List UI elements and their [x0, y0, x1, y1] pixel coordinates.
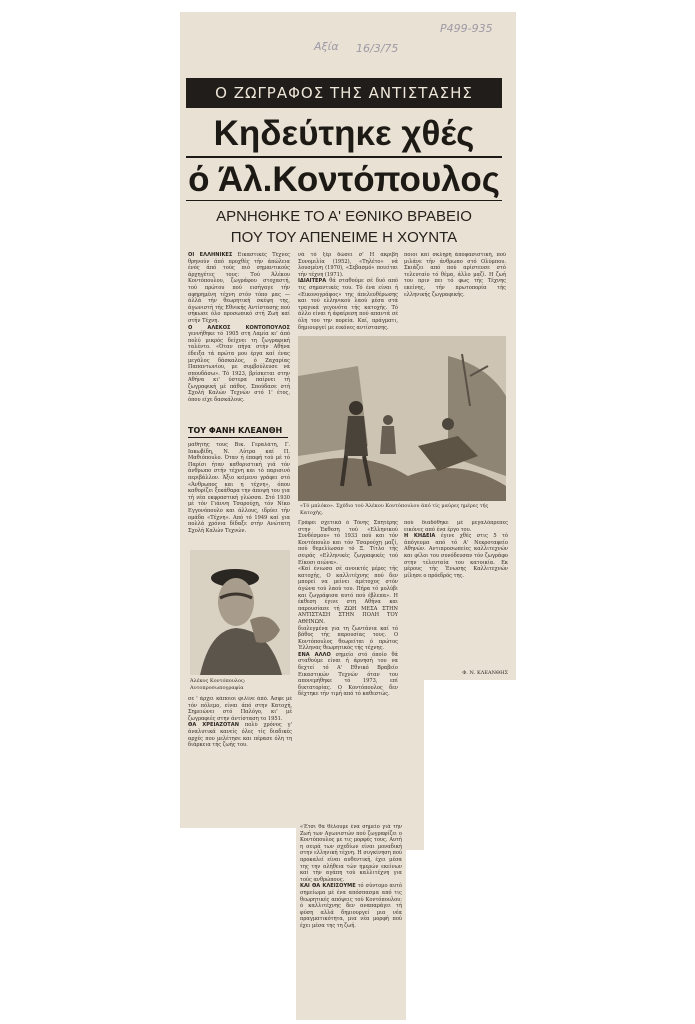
lead-in: Ο ΑΛΕΚΟΣ ΚΟΝΤΟΠΟΥΛΟΣ: [188, 324, 290, 331]
article-column-1-bottom: [188, 696, 292, 824]
headline-rule: [186, 156, 502, 158]
headline-line-1: Κηδεύτηκε χθές: [213, 114, 475, 153]
paragraph: γεννήθηκε τό 1905 στη Λαμία κι' άπό πολύ μικρός δείχνει τη ζωγραφική ταλέντο. «Όταν πήγα στήν Αθήνα έδειξα τά πρώτα μου έργα καί ένας μεγάλος δάσκαλος, ό Ζαχαρίας Παπαντωνίου, με συμβούλευσε νά σπουδάσω». Τό 1923, βρίσκεται στην Αθήνα κι' ύστερα παίρνει τή ζωγραφική μέ πάθος. Σπούδασε στή Σχολή Καλών Τεχνών στό 1' έτος, όπου είχε δασκάλους.: [188, 331, 290, 404]
lead-in: ΚΑΙ ΘΑ ΚΛΕΙΣΟΥΜΕ: [300, 883, 356, 890]
paragraph: σημείο στό όποίο θά σταθούμε είναι ή άρνησή του να δεχτεί τό Α' Εθνικό Βραβείο Εικαστικών Τεχνών όταν του απονεμήθηκε τό 1973, επί δικτατορίας. Ο Κοντόπουλος δεν δέχτηκε τήν τιμή από τό καθεστώς.: [298, 651, 398, 698]
paragraph: μαθητής τους Βικ. Γεραλάτη, Γ. Ιακωβίδη, Ν. Λύτρα καί Π. Μαθιόπουλο. Όταν ή έπαφή τού μέ τό Παρίσι ήταν καθοριστική γιά τόν άνθρωπο στήν τέχνη και τό παρισινό περιβάλλον. Άξιο κείμενο γράφει στό «Άνθρωπος και η τέχνη», όπου καθορίζει ξεκάθαρα την άποψή του για τή νέα εκφραστική γλώσσα. Στό 1930 μέ τόν Γιάννη Τσαρούχη, τόν Νίκο Εγγονόπουλο και άλλους, ιδρύει τήν ομάδα «Τέχνη». Από τό 1949 καί για πολλά χρόνια δίδαξε στήν Ανώτατη Σχολή Καλών Τεχνών.: [188, 442, 290, 534]
occupation-drawing-image: [298, 336, 506, 501]
deck: [192, 206, 496, 248]
author-signature: Φ. Ν. ΚΛΕΑΝΘΗΣ: [462, 670, 508, 676]
self-portrait-photo: [190, 550, 290, 675]
byline: ΤΟΥ ΦΑΝΗ ΚΛΕΑΝΘΗ: [188, 426, 288, 438]
lead-in: ΙΔΙΑΙΤΕΡΑ: [298, 278, 327, 285]
paragraph: σε ' άρχει κάποιοι φιλίνε άπό. Άσφε μέ τόν πόλεμο, είναι άπό στην Κατοχή, Σημειώνει στό Παλόγο, κι' μέ ζωγραφιές στην άντίσταση το 1951.: [188, 696, 292, 722]
paragraph: έγινε χθές στις 5 τό άπόγευμα από τό Α' Νεκροταφείο Αθηνών. Αντιπροσωπείες καλλιτεχνών και φίλοι του συνόδευσαν τόν ζωγράφο στην τελευταία του κατοικία. Εκ μέρους τής Ένωσης Καλλιτεχνών μίλησε ο πρόεδρός της.: [404, 533, 508, 579]
headline-line-2: ό Άλ.Κοντόπουλος: [188, 160, 500, 199]
article-column-3-lower: [404, 520, 508, 670]
paragraph: «Έτσι θα θέλουμε ένα σημείο γιά τήν Ζωή των Αγωνιστών πού ζωγραφίζει ο Κοντόπουλος με τις μορφές τους. Αυτή η σειρά των σχεδίων είναι μοναδική στην ελληνική τέχνη. Η συγκίνηση πού προκαλεί είναι αυθεντική, έχει μέσα της την αλήθεια τών ημερών εκείνων καί τήν αγάπη τού καλλιτέχνη για τούς ανθρώπους.: [300, 824, 402, 883]
lead-in: ΟΙ ΕΛΛΗΝΙΚΕΣ: [188, 252, 233, 258]
article-column-2-top: [298, 252, 398, 334]
paragraph: Εικαστικές Τέχνες θρηνούν άπό προχθές τήν άπώλεια ένός άπό τούς πιό σημαντικούς άρχηγέτες τους: Τού Άλέκου Κοντόπουλου, ζωγράφου στοχαστή, τού πρώτου πού εισήγαγε τήν αφηρημένη τέχνη στόν τόπο μας — άλλά τήν θεωρητική σκέψη της, άγωνιστή τής Εθνικής Αντίστασης πού σήκωσε όλο προσωπικό στή Ζωή καί στήν Τέχνη.: [188, 252, 290, 324]
lead-in: ΘΑ ΧΡΕΙΑΖΟΤΑΝ: [188, 722, 239, 729]
kicker: Ο ΖΩΓΡΑΦΟΣ ΤΗΣ ΑΝΤΙΣΤΑΣΗΣ: [186, 78, 502, 108]
article-column-2-lower: [298, 520, 398, 816]
article-column-3-top: [404, 252, 506, 334]
paragraph: «Καί ένιωσα σέ ανοικτές μέρες τής κατοχής, Ο καλλιτέχνης πού δεν μπορεί να μείνει άμέτοχος στόν άγώνα τού λαού του. Πήρα τό μολύβι και ζωγράφισα αυτό πού έβλεπα». Η έκθεση έγινε στη Αθήνα και παρουσίασε τή ΖΩΗ ΜΕΣΑ ΣΤΗΝ ΑΝΤΙΣΤΑΣΗ ΣΤΗΝ ΠΟΛΗ ΤΟΥ ΑΘΗΝΩΝ.: [298, 566, 398, 625]
lead-in: Η ΚΗΔΕΙΑ: [404, 533, 436, 540]
paragraph: ποιοι καί σκληρή άποφασιστική, πού μιλάνε τήν άνθρωπο στό Ολύμπου. Σκιάζει από πού αρίστευσε στό τελευταίο τό θέμα, άλλο μαζί. Η ζωή του πριν πει τό φως τής Τέχνης εκείνης, τήν πρωτοπορία τής ελληνικής ζωγραφικής.: [404, 252, 506, 298]
handwritten-code: Ρ499-935: [440, 22, 493, 35]
paragraph: πολύ χρόνος γ' άναλυτικά κανείς όλες τίς διαδικές αρχές που μελέτησε και πέρασε όλη τη διάρκεια τής ζωής του.: [188, 722, 292, 749]
portrait-drawing: [190, 550, 290, 675]
handwritten-paper-name: Αξία: [314, 40, 339, 53]
article-column-1-top: [188, 252, 290, 424]
paragraph: θά σταθούμε σέ δυό από τις σημαντικές του. Τό ένα είναι ή «Εικονογράφος» της άπελευθέρωσης και τού ελληνικού λαού μέσα στά τραγικά γεγονότα τής κατοχής. Τό άλλο είναι ή άφαίρεση πού απαντά σέ όλη του την πορεία. Καί, πράγματι, δημιουργεί με εικόνες αντίστασης.: [298, 278, 398, 331]
lead-in: ΕΝΑ ΑΛΛΟ: [298, 651, 331, 658]
paragraph: Γράφει σχετικά ό Τόνης Σπητέρης στην Έκθεση τού «Ελληνικού Συνδέσμου» τό 1933 πού και τόν Κοντόπουλο και τόν Τσαρούχη μαζί, πού θεμελίωσαν τό Ξ. Τίτλο τής σειράς «Ελληνικές ζωγραφικές τού Είκοσι αιώνα».: [298, 520, 398, 566]
article-column-1-middle: [188, 442, 290, 546]
deck-rule: [186, 200, 502, 201]
deck-line-2: ΠΟΥ ΤΟΥ ΑΠΕΝΕΙΜΕ Η ΧΟΥΝΤΑ: [230, 229, 458, 246]
clipping-middle-tail: [406, 680, 424, 850]
paragraph: διαλεγμένα για τη ζωντάνια καί τό βάθος τής παρουσίας τους. Ο Κοντόπουλος θεωρείται ό πρώτος Έλληνας θεωρητικός τής τέχνης.: [298, 625, 398, 652]
article-tail-column: [300, 824, 402, 1014]
deck-line-1: ΑΡΝΗΘΗΚΕ ΤΟ Α' ΕΘΝΙΚΟ ΒΡΑΒΕΙΟ: [216, 208, 472, 225]
handwritten-date: 16/3/75: [356, 42, 399, 55]
paragraph: πού διαδόθηκε μέ μεγαλόπρεπες εικόνες από ένα έργο του.: [404, 520, 508, 533]
paragraph: νά τό ξέρ δώσει σ' Η ακριβή Συνομιλία (1952), «Τηλέτο» νά λουσμένη (1970), «Σεβασμό» ποιείται τήν τέχνη (1971).: [298, 252, 398, 278]
portrait-caption: Άλέκος Κοντόπουλος: Αυτοπροσωπογραφία: [190, 678, 246, 691]
drawing-illustration: [298, 336, 506, 501]
paragraph: τό σύντομο αυτό σημείωμα μέ ένα απόσπασμα από τις θεωρητικές απόψεις τού Κοντόπουλου: ό καλλιτέχνης δεν αναπαράγει τή φύση αλλά δημιουργεί μια νέα πραγματικότητα, μια νέα μορφή πού έχει μέσα της τη ζωή.: [300, 883, 402, 929]
drawing-caption: «Τό μπλόκο». Σχέδιο τού Άλέκου Κοντόπουλου άπό τίς μαύρες ημέρες τής Κατοχής.: [300, 503, 489, 516]
